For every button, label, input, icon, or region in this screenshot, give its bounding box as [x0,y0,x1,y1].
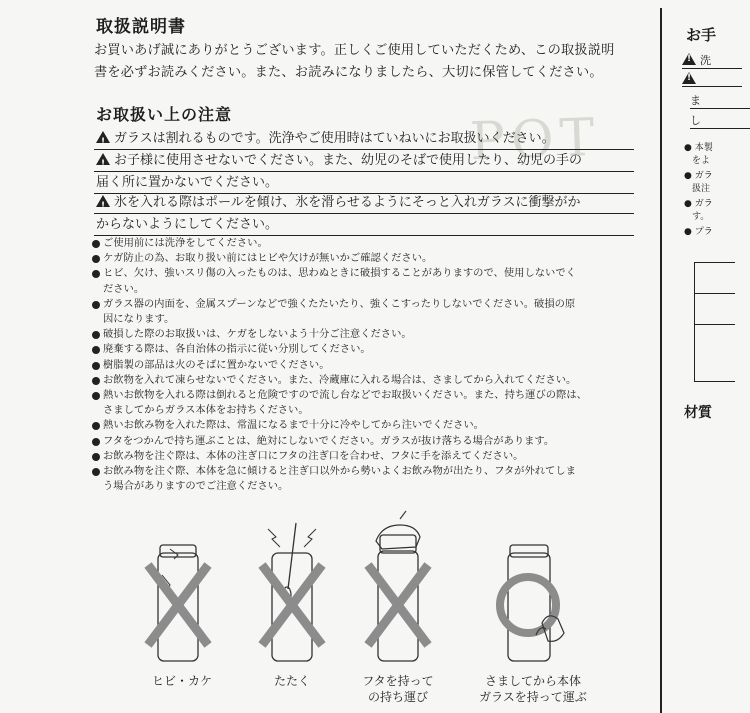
warning-text: からないようにしてください。 [96,217,279,232]
warning-1 [94,128,634,150]
note-text: フタをつかんで持ち運ぶことは、絶対にしないでください。ガラスが抜け落ちる場合があります。 [103,434,555,447]
right-column [672,0,717,713]
note-item [92,434,632,449]
note-item [92,297,632,327]
caution-title: お取扱い上の注意 [96,105,233,124]
right-text: 本製 [694,143,713,153]
bottle-spoon-icon [232,515,352,665]
note-text: 熱いお飲物を入れる際は倒れると危険ですので流し台などでお取扱いください。また、持ち運びの際は、 [103,389,587,402]
figure-caption: フタを持って [362,674,434,688]
note-text: 熱いお飲み物を入れた際は、常温になるまで十分に冷やしてから注いでください。 [103,419,484,432]
note-item [92,373,632,388]
warning-text: 届く所に置かないでください。 [96,175,279,190]
figure-crack-chip [122,515,242,695]
warning-3 [94,192,634,236]
note-text: ケガ防止の為、お取り扱い前にはヒビや欠けが無いかご確認ください。 [103,252,433,265]
right-table [694,262,735,382]
right-bullet: をよ [692,156,711,166]
bottle-correct-icon [468,515,598,665]
intro-paragraph [94,40,634,84]
figure-caption: ヒビ・カケ [151,674,212,688]
bullet-dot-icon [92,346,100,354]
right-warning-line [690,92,750,109]
bullet-dot-icon [92,377,100,385]
right-text: し [690,114,701,127]
note-item [92,327,632,342]
page-title: 取扱説明書 [96,17,186,37]
right-bullet: ● ガラ [684,171,713,181]
note-text: 破損した際のお取扱いは、ケガをしないよう十分ご注意ください。 [103,328,412,341]
right-text: ガラ [694,171,713,181]
warning-triangle-icon [96,153,110,165]
material-heading: 材質 [684,405,712,421]
warning-triangle-icon [96,131,110,143]
bullet-dot-icon [92,438,100,446]
right-text: ま [690,94,701,107]
right-warning-line [682,72,742,87]
warning-text: お子様に使用させないでください。また、幼児のそばで使用したり、幼児の手の [114,153,583,168]
right-text: 洗 [700,54,711,67]
bullet-dot-icon [92,270,100,278]
intro-line: 書を必ずお読みください。また、お読みになりましたら、大切に保管してください。 [94,65,603,80]
note-item [92,251,632,266]
bullet-dot-icon [92,301,100,309]
bullet-dot-icon [92,331,100,339]
right-text: プラ [694,227,713,237]
figure-tap [232,515,352,695]
bottle-cracked-icon [122,515,242,665]
intro-line: お買いあげ誠にありがとうございます。正しくご使用していただくため、この取扱説明 [94,43,615,58]
note-text: さましてからガラス本体をお持ちください。 [103,404,309,417]
bottle-hand-lid-icon [338,515,458,665]
right-text: ガラ [694,199,713,209]
note-item [92,266,632,296]
note-item [92,342,632,357]
bullet-dot-icon [92,362,100,370]
note-text: 因になります。 [103,313,175,326]
warning-2 [94,150,634,194]
right-warning-line [690,112,750,129]
notes-list [92,236,632,494]
note-item [92,236,632,251]
table-row [695,325,735,355]
column-divider [660,8,662,713]
note-text: ご使用前には洗浄をしてください。 [103,237,268,249]
figure-caption: たたく [273,674,310,688]
right-bullet: す。 [692,212,710,222]
note-item [92,449,632,464]
warning-text: ガラスは割れるものです。洗浄やご使用時はていねいにお取扱いください。 [114,131,555,146]
warning-text: 氷を入れる際はポールを傾け、氷を滑らせるようにそっと入れガラスに衝撃がか [114,195,581,210]
warning-triangle-icon [682,53,696,65]
right-bullet: 扱注 [692,184,711,194]
warning-triangle-icon [96,195,110,207]
right-heading: お手 [686,26,717,44]
figure-caption: の持ち運び [367,690,428,704]
right-bullet: ● ガラ [684,199,713,209]
note-text: ださい。 [103,282,145,295]
figure-lid-carry [338,515,458,704]
note-item [92,358,632,373]
note-text: お飲み物を注ぐ際は、本体の注ぎ口にフタの注ぎ口を合わせ、フタに手を添えてください。 [103,449,524,462]
bullet-dot-icon [92,240,100,248]
note-item [92,418,632,433]
note-text: 樹脂製の部品は火のそばに置かないでください。 [103,358,330,371]
figure-caption: さましてから本体 [484,674,581,688]
watermark-text: POT [468,107,602,173]
right-warning-line [682,52,742,69]
right-bullet: ● 本製 [684,143,713,153]
right-bullet: ● プラ [684,227,713,237]
bullet-dot-icon [92,255,100,263]
table-row [695,294,735,325]
note-item [92,464,632,494]
bullet-dot-icon [92,468,100,476]
note-item [92,388,632,418]
figure-correct-carry [468,515,598,704]
bullet-dot-icon [92,453,100,461]
bullet-dot-icon [92,422,100,430]
warning-triangle-icon [682,72,696,84]
note-text: う場合がありますのでご注意ください。 [103,480,289,493]
note-text: ガラス器の内面を、金属スプーンなどで強くたたいたり、強くこすったりしないでください。破損の原 [103,297,576,310]
note-text: 廃棄する際は、各自治体の指示に従い分別してください。 [103,343,371,356]
note-text: お飲物を入れて凍らせないでください。また、冷蔵庫に入れる場合は、さましてから入れてください。 [103,373,577,386]
figure-caption: ガラスを持って運ぶ [479,690,587,704]
bullet-dot-icon [92,392,100,400]
table-row [695,263,735,294]
note-text: お飲み物を注ぐ際、本体を急に傾けると注ぎ口以外から勢いよくお飲み物が出たり、フタが外れてしま [103,465,576,478]
note-text: ヒビ、欠け、強いスリ傷の入ったものは、思わぬときに破損することがありますので、使用しないでく [103,267,576,280]
